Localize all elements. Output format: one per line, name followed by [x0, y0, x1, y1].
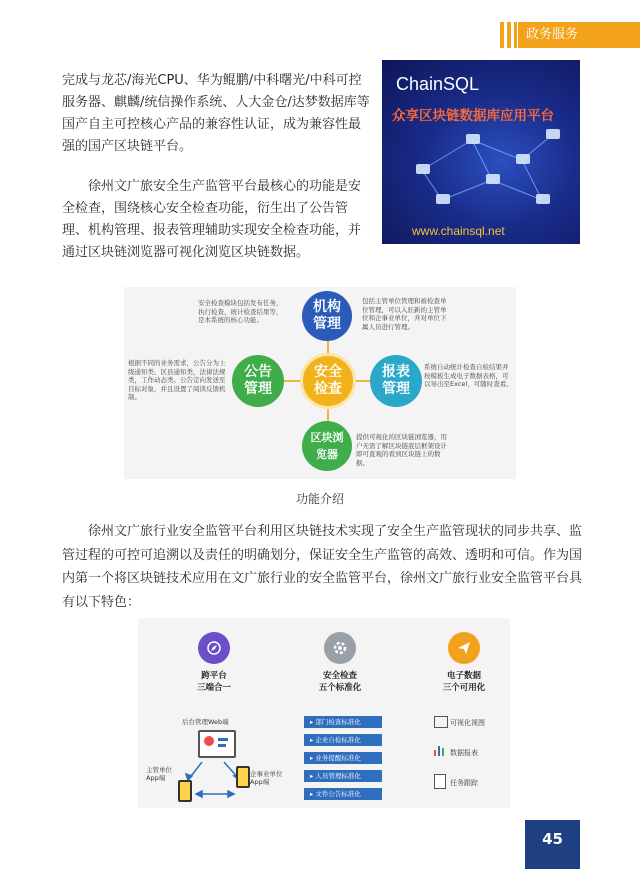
- phone-icon: [178, 780, 192, 802]
- page-number: 45: [525, 820, 580, 869]
- cross-platform-sub: 三端合一: [196, 683, 231, 693]
- banner-title: ChainSQL: [396, 74, 480, 94]
- standard-label: 企业自检标准化: [315, 736, 361, 744]
- center-note: 安全检查模块包括发布任务，执行检查，统计检查结果等，是本系统的核心功能。: [198, 299, 283, 324]
- standard-item: ▸ 企业自检标准化: [304, 734, 382, 746]
- node-safety-check: [300, 353, 356, 409]
- node-browser-label: 区块浏览器: [310, 431, 344, 461]
- features-diagram: [138, 618, 510, 808]
- view-icon: [434, 716, 448, 728]
- standard-label: 文件公告标准化: [315, 790, 361, 798]
- tool-visual-view: 可视化视图: [450, 719, 485, 727]
- intro-paragraph-2: 徐州文广旅安全生产监管平台最核心的功能是安全检查，围绕核心安全检查功能，衍生出了公告管理、机构管理、报表管理辅助实现安全检查功能，并通过区块链浏览器可视化浏览区块链数据。: [62, 179, 362, 260]
- notice-note: 根据不同的业务需求，公告分为上级通知类、区县通知类，法律法规类，工作动态类。公告定向发送至目标对象，并且设置了阅读反馈机制。: [128, 359, 226, 401]
- standard-item: ▸ 人员管理标准化: [304, 770, 382, 782]
- safety-check-sub: 五个标准化: [318, 683, 362, 693]
- node-report-label: 报表管理: [382, 364, 410, 397]
- cross-platform-title: [174, 670, 254, 694]
- document-icon: [434, 774, 446, 789]
- standard-item: ▸ 业务提醒标准化: [304, 752, 382, 764]
- compass-icon: [198, 632, 230, 664]
- safety-check-label: 安全检查: [322, 671, 357, 681]
- banner-subtitle: 众享区块链数据库应用平台: [392, 108, 554, 124]
- enterprise-app-label: 企事业单位App端: [250, 770, 283, 786]
- node-notice-label: 公告管理: [244, 364, 272, 397]
- features-paragraph: 徐州文广旅行业安全监管平台利用区块链技术实现了安全生产监管现状的同步共享、监管过程的可控可追溯以及责任的明确划分，保证安全生产监管的高效、透明和可信。作为国内第一个将区块链技术应用在文广旅行业的安全监管平台，徐州文广旅行业安全监管平台具有以下特色：: [62, 524, 583, 610]
- gear-icon: [324, 632, 356, 664]
- figure-caption: 功能介绍: [295, 492, 344, 506]
- phone-icon: [236, 766, 250, 788]
- section-title: 政务服务: [518, 22, 640, 48]
- intro-paragraph-1: 完成与龙芯/海光CPU、华为鲲鹏/中科曙光/中科可控服务器、麒麟/统信操作系统、人大金仓/达梦数据库等国产自主可控核心产品的兼容性认证，成为兼容性最强的国产区块链平台。: [62, 73, 370, 154]
- standard-item: ▸ 文件公告标准化: [304, 788, 382, 800]
- e-data-label: 电子数据: [446, 671, 481, 681]
- chainsql-banner: [382, 60, 580, 244]
- bar-chart-icon: [434, 744, 446, 756]
- function-diagram: [124, 287, 516, 479]
- node-notice-management: [232, 355, 284, 407]
- e-data-sub: 三个可用化: [442, 683, 486, 693]
- standard-label: 业务提醒标准化: [315, 754, 361, 762]
- standard-label: 人员管理标准化: [315, 772, 361, 780]
- standard-label: 部门检查标准化: [315, 718, 361, 726]
- backend-label: 后台管理Web端: [182, 718, 229, 726]
- standard-item: ▸ 部门检查标准化: [304, 716, 382, 728]
- tool-task-tracking: 任务跟踪: [450, 779, 478, 787]
- supervisor-app-label: 主管单位App端: [146, 766, 172, 782]
- tool-data-report: 数据报表: [450, 749, 478, 757]
- banner-url: www.chainsql.net: [412, 224, 505, 238]
- safety-check-title: [300, 670, 380, 694]
- browser-note: 提供可视化的区块链浏览器，用户无需了解区块链底层框架设计即可直观的看到区块链上的数据。: [356, 433, 447, 467]
- node-center-label: 安全检查: [314, 364, 342, 397]
- section-header: [500, 22, 640, 48]
- paper-plane-icon: [448, 632, 480, 664]
- header-bars: [500, 22, 520, 48]
- report-note: 系统自动统计检查自检结果并按模板生成电子数据表格，可以导出至Excel，可随时查看。: [424, 363, 513, 388]
- node-block-browser: [302, 421, 352, 471]
- node-report-management: [370, 355, 422, 407]
- node-org-label: 机构管理: [313, 299, 341, 332]
- e-data-title: [424, 670, 504, 694]
- node-org-management: [302, 291, 352, 341]
- cross-platform-label: 跨平台: [201, 671, 227, 681]
- org-note: 包括主管单位管理和被检查单位管理，可以入驻新的主管单位和企事业单位，并对单位下属人员进行管理。: [362, 297, 447, 331]
